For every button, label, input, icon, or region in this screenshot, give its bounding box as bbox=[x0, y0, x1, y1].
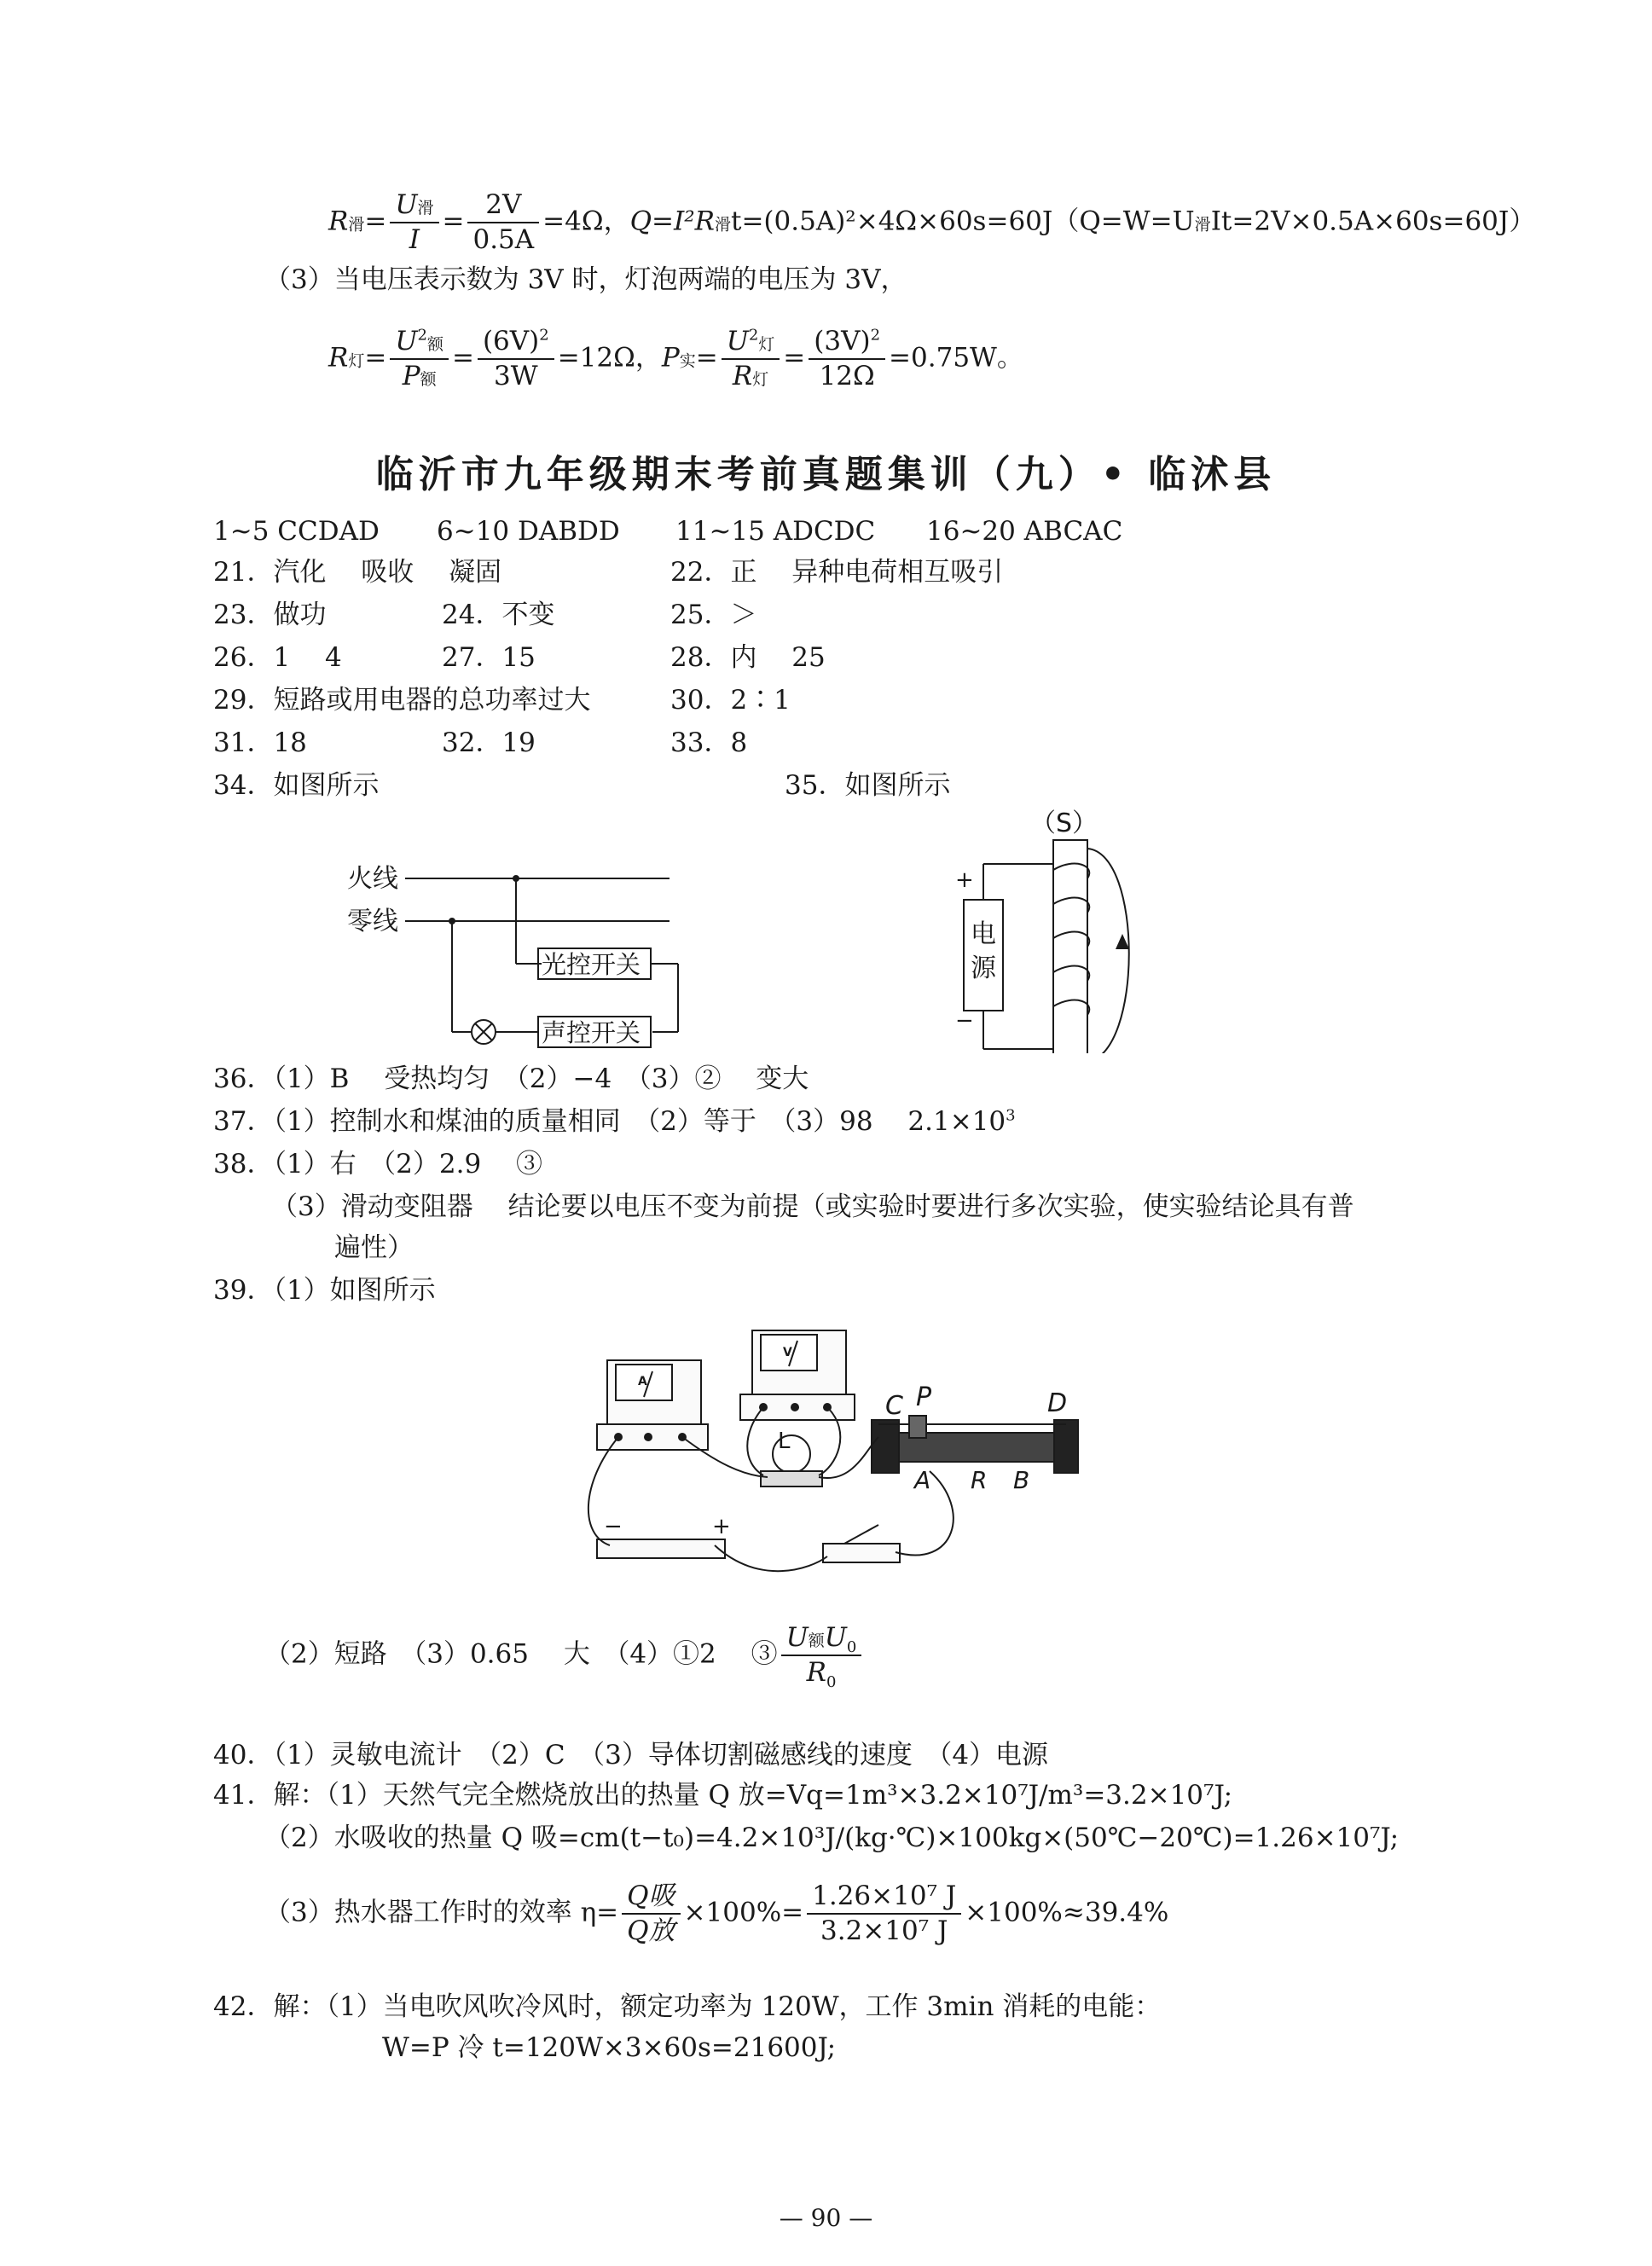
label-p: P bbox=[916, 1382, 932, 1412]
sub-slide: 滑 bbox=[348, 215, 365, 235]
answer-35: 35．如图所示 bbox=[785, 770, 951, 801]
label-zero-line: 零线 bbox=[347, 907, 398, 936]
answer-23: 23．做功 bbox=[213, 600, 327, 630]
answer-38-line-2: （3）滑动变阻器 结论要以电压不变为前提（或实验时要进行多次实验，使实验结论具有普 bbox=[271, 1191, 1354, 1222]
answer-33: 33．8 bbox=[670, 727, 748, 758]
label-battery-plus: + bbox=[712, 1514, 731, 1539]
figure-35-solenoid bbox=[947, 806, 1160, 1053]
label-r: R bbox=[971, 1466, 988, 1494]
label-pole-s: （S） bbox=[1030, 808, 1098, 838]
answer-mc-3: 11~15 ADCDC bbox=[675, 516, 876, 547]
section-title: 临沂市九年级期末考前真题集训（九）• 临沭县 bbox=[375, 453, 1277, 496]
page-number: — 90 — bbox=[779, 2204, 873, 2232]
fraction-u-over-i: $\frac{\text{U滑}}{I}$ bbox=[390, 192, 438, 253]
answer-mc-4: 16~20 ABCAC bbox=[926, 516, 1123, 547]
answer-37: 37．（1）控制水和煤油的质量相同 （2）等于 （3）98 $2.1\times 10^3$ bbox=[213, 1106, 1016, 1137]
answer-34: 34．如图所示 bbox=[213, 770, 380, 801]
answer-30: 30．2∶1 bbox=[670, 685, 791, 716]
label-plus: + bbox=[955, 867, 974, 893]
label-source-2: 源 bbox=[971, 953, 996, 983]
answer-42-line-1: 42．解：（1）当电吹风吹冷风时，额定功率为 120W，工作 3min 消耗的电能： bbox=[213, 1991, 1162, 2022]
answer-26: 26．1 4 bbox=[213, 642, 342, 673]
label-battery-minus: − bbox=[604, 1514, 623, 1539]
figure-39-apparatus bbox=[571, 1313, 1100, 1595]
answer-36: 36．（1）B 受热均匀 （2）−4 （3）② 变大 bbox=[213, 1063, 809, 1094]
answer-22: 22．正 异种电荷相互吸引 bbox=[670, 557, 1004, 588]
label-a: A bbox=[914, 1466, 931, 1494]
label-b: B bbox=[1013, 1466, 1030, 1494]
fraction-efficiency-values: $\frac{\text{1.26×10⁷ J}}{\text{3.2×10⁷ J}}$ bbox=[807, 1883, 961, 1944]
answer-38-line-3: 遍性） bbox=[334, 1232, 414, 1263]
answer-27: 27．15 bbox=[442, 642, 536, 673]
answer-32: 32．19 bbox=[442, 727, 536, 758]
junction-dot bbox=[449, 918, 455, 924]
fraction-2v-over-05a: $\frac{2V}{0.5A}$ bbox=[467, 192, 539, 253]
solenoid-core bbox=[1053, 840, 1087, 1053]
answer-41-line-2: （2）水吸收的热量 Q 吸=cm(t−t₀)=4.2×10³J/(kg·℃)×100kg×(50℃−20℃)=1.26×10⁷J; bbox=[264, 1823, 1400, 1853]
answer-42-line-2: W=P 冷 t=120W×3×60s=21600J; bbox=[382, 2032, 837, 2063]
switch-base bbox=[823, 1544, 900, 1562]
label-lamp: L bbox=[778, 1429, 791, 1454]
formula-line-1: R滑= $\frac{\text{U滑}}{I}$ = $\frac{2V}{0.5A}$ =4Ω，Q=I²R滑t=(0.5A)²×4Ω×60s=60J（Q=W=U滑It=2V×0.5A×60s=60J） bbox=[328, 189, 1536, 255]
ammeter bbox=[597, 1360, 708, 1450]
fraction-6v-over-3w: $\frac{(6V)^2}{3W}$ bbox=[478, 328, 554, 390]
fraction-q-absorb-over-q-release: $\frac{\text{Q吸}}{\text{Q放}}$ bbox=[622, 1883, 680, 1944]
var-r: R bbox=[328, 206, 349, 237]
junction-dot bbox=[513, 875, 519, 882]
lamp bbox=[761, 1435, 822, 1487]
magnetic-field-line bbox=[1087, 849, 1129, 1053]
formula-line-2: （3）当电压表示数为 3V 时，灯泡两端的电压为 3V， bbox=[264, 264, 907, 295]
answer-21: 21．汽化 吸收 凝固 bbox=[213, 557, 502, 588]
answer-mc-2: 6~10 DABDD bbox=[437, 516, 620, 547]
answer-28: 28．内 25 bbox=[670, 642, 826, 673]
fraction-ulamp-over-rlamp: $\frac{U^2灯}{\text{R灯}}$ bbox=[722, 328, 780, 390]
answer-41-line-3: （3）热水器工作时的效率 η= $\frac{\text{Q吸}}{\text{Q放}}$ ×100%= $\frac{\text{1.26×10⁷ J}}{\text{3.2×10⁷ J}}$ ×100%≈39.4% bbox=[264, 1881, 1169, 1946]
answer-39-line-2: （2）短路 （3）0.65 大 （4）①2 ③ $\frac{U额U_0}{R_0}$ bbox=[264, 1625, 865, 1686]
label-fire-line: 火线 bbox=[347, 864, 398, 894]
label-d: D bbox=[1047, 1388, 1068, 1418]
answer-29: 29．短路或用电器的总功率过大 bbox=[213, 685, 591, 716]
fraction-3v-over-12ohm: $\frac{(3V)^2}{12\Omega}$ bbox=[809, 328, 885, 390]
formula-line-3: R灯= $\frac{U^2额}{\text{P额}}$ = $\frac{(6V)^2}{3W}$ =12Ω，P实= $\frac{U^2灯}{\text{R灯}}$ = $\frac{(3V)^2}{12\Omega}$ =0.75W。 bbox=[328, 326, 1023, 391]
label-source-1: 电 bbox=[971, 919, 996, 949]
label-minus: − bbox=[955, 1008, 974, 1034]
answer-31: 31．18 bbox=[213, 727, 307, 758]
label-voltmeter: V bbox=[783, 1346, 792, 1359]
fraction-u2-over-p: $\frac{U^2额}{\text{P额}}$ bbox=[390, 328, 449, 390]
figure-34-circuit bbox=[337, 844, 695, 1058]
answer-40: 40．（1）灵敏电流计 （2）C （3）导体切割磁感线的速度 （4）电源 bbox=[213, 1740, 1049, 1770]
answer-39-line-1: 39．（1）如图所示 bbox=[213, 1275, 436, 1306]
answer-25: 25．＞ bbox=[670, 600, 757, 630]
field-arrow-icon bbox=[1116, 934, 1129, 949]
label-sound-switch: 声控开关 bbox=[542, 1018, 641, 1047]
battery-box bbox=[597, 1539, 725, 1558]
rheostat bbox=[872, 1416, 1078, 1473]
label-ammeter: A bbox=[638, 1375, 647, 1388]
answer-38-line-1: 38．（1）右 （2）2.9 ③ bbox=[213, 1149, 543, 1179]
label-c: C bbox=[885, 1391, 903, 1421]
fraction-u-e-u0-over-r0: $\frac{U额U_0}{R_0}$ bbox=[781, 1625, 862, 1686]
label-light-switch: 光控开关 bbox=[542, 950, 641, 979]
answer-24: 24．不变 bbox=[442, 600, 555, 630]
answer-41-line-1: 41．解：（1）天然气完全燃烧放出的热量 Q 放=Vq=1m³×3.2×10⁷J/m³=3.2×10⁷J; bbox=[213, 1780, 1233, 1811]
answer-mc-1: 1~5 CCDAD bbox=[213, 516, 380, 547]
